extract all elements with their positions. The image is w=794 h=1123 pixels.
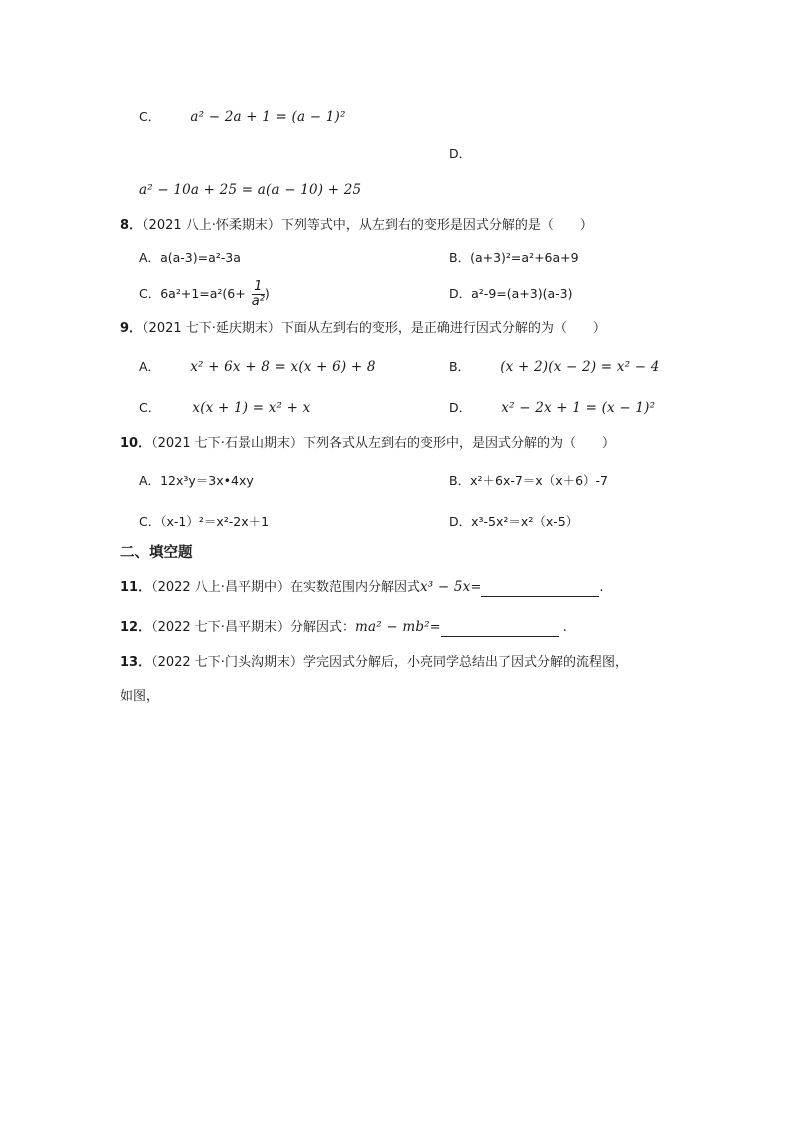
question-text: 下列等式中，从左到右的变形是因式分解的是（ ）: [280, 218, 593, 233]
option-expression: x² − 2x + 1 = (x − 1)²: [501, 400, 656, 416]
q10-option-a: [139, 472, 254, 490]
fraction: [252, 280, 265, 309]
option-label: D．: [449, 514, 472, 529]
question-number: 10．: [120, 436, 152, 451]
q9-option-c: [139, 399, 310, 418]
q12-stem: [120, 618, 567, 637]
option-label: A．: [139, 359, 161, 374]
question-source: （2022 八上·昌平期中）: [151, 580, 290, 595]
answer-blank[interactable]: [481, 582, 599, 597]
option-expression: a(a-3)=a²-3a: [160, 250, 241, 265]
question-text: 下面从左到右的变形，是正确进行因式分解的为（ ）: [280, 321, 606, 336]
section-heading-fill-in: 二、填空题: [120, 545, 193, 561]
question-expression: x³ − 5x: [419, 579, 471, 595]
equals-sign: =: [429, 620, 441, 635]
option-label: D．: [449, 400, 472, 415]
option-label: A．: [139, 473, 161, 488]
question-source: （2021 七下·延庆期末）: [142, 321, 281, 336]
q8-stem: [120, 217, 593, 235]
option-label: A．: [139, 250, 161, 265]
question-number: 13．: [120, 655, 152, 670]
q10-option-c: [139, 513, 269, 531]
period: .: [599, 580, 604, 595]
q13-stem: [120, 654, 628, 672]
q8-option-b: [449, 249, 579, 267]
option-expression: a² − 2a + 1 = (a − 1)²: [190, 109, 346, 125]
q8-option-a: [139, 249, 241, 267]
q7-option-d-label: [449, 145, 471, 164]
q7-option-c: [139, 108, 346, 127]
equals-sign: =: [470, 580, 482, 595]
option-label: B．: [449, 359, 471, 374]
option-expression: (a+3)²=a²+6a+9: [470, 250, 579, 265]
q10-option-d: [449, 513, 578, 531]
question-text: 学完因式分解后，小亮同学总结出了因式分解的流程图，: [302, 655, 628, 670]
option-expression: x(x + 1) = x² + x: [192, 400, 311, 416]
question-number: 12．: [120, 620, 152, 635]
question-number: 8．: [120, 218, 143, 233]
option-label: C．: [139, 286, 161, 301]
question-source: （2022 七下·昌平期末）: [151, 620, 290, 635]
option-expression: x³-5x²＝x²（x-5）: [471, 514, 579, 529]
question-expression: ma² − mb²: [354, 619, 430, 635]
option-expression: (x + 2)(x − 2) = x² − 4: [500, 359, 660, 375]
option-label: C．: [139, 400, 161, 415]
option-expression: a²-9=(a+3)(a-3): [471, 286, 573, 301]
option-expression: 6a²+1=a²(6+: [160, 286, 246, 301]
question-source: （2021 八上·怀柔期末）: [142, 218, 281, 233]
option-expression: （x-1）²＝x²-2x＋1: [160, 514, 270, 529]
option-label: D．: [449, 286, 472, 301]
option-label: B．: [449, 250, 471, 265]
question-text: 在实数范围内分解因式: [289, 580, 420, 595]
fraction-numerator: 1: [252, 280, 265, 295]
q9-option-a: [139, 358, 376, 377]
option-label: B．: [449, 473, 471, 488]
option-expression: a² − 10a + 25 = a(a − 10) + 25: [139, 182, 362, 198]
option-label: D．: [449, 146, 472, 161]
q7-option-d-expression: [139, 181, 361, 200]
question-text: 分解因式：: [289, 620, 355, 635]
option-label: C．: [139, 109, 161, 124]
answer-blank[interactable]: [441, 622, 559, 637]
q13-stem-continued: 如图，: [120, 689, 160, 704]
question-number: 9．: [120, 321, 143, 336]
q9-option-b: [449, 358, 659, 377]
question-text: 下列各式从左到右的变形中，是因式分解的为（ ）: [302, 436, 615, 451]
option-expression-close: ): [264, 286, 270, 301]
q11-stem: [120, 578, 604, 597]
option-expression: x² + 6x + 8 = x(x + 6) + 8: [190, 359, 376, 375]
question-source: （2021 七下·石景山期末）: [151, 436, 303, 451]
q10-stem: [120, 435, 615, 453]
question-number: 11．: [120, 580, 152, 595]
q8-option-c: [139, 278, 270, 310]
period: .: [562, 620, 567, 635]
q10-option-b: [449, 472, 608, 490]
option-expression: 12x³y＝3x•4xy: [160, 473, 254, 488]
q9-option-d: [449, 399, 655, 418]
question-source: （2022 七下·门头沟期末）: [151, 655, 303, 670]
option-label: C．: [139, 514, 161, 529]
fraction-denominator: a²: [251, 294, 265, 309]
option-expression: x²＋6x-7＝x（x＋6）-7: [470, 473, 609, 488]
q9-stem: [120, 320, 606, 338]
q8-option-d: [449, 285, 572, 303]
